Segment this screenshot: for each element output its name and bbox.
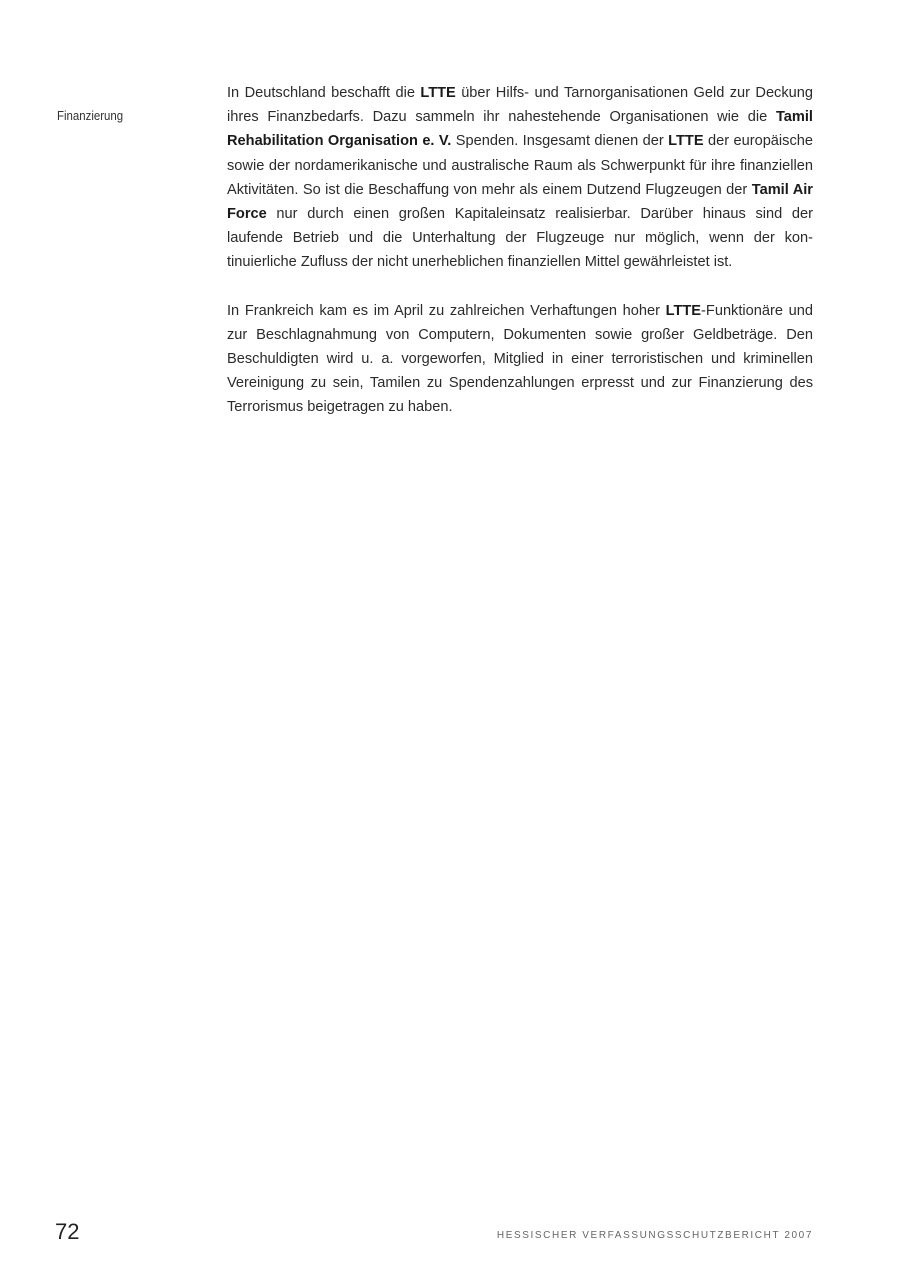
text-run: der europäische sowie der nordamerikanische und australische Raum als Schwerpunkt für ihre finanziellen Aktivitäten. So ist die Beschaffung von mehr als einem Dutzend Flugzeugen der	[227, 133, 813, 198]
text-run: über Hilfs- und Tarnorganisationen Geld zur Deckung ihres Finanzbedarfs. Dazu sammeln ihr nahestehende Organisationen wie die	[227, 85, 813, 126]
bold-term: Tamil Air Force	[227, 181, 813, 223]
bold-term: LTTE	[668, 133, 704, 150]
body-text-column	[227, 81, 813, 444]
text-run: nur durch einen großen Kapitaleinsatz realisierbar. Darüber hinaus sind der laufende Betrieb und die Unterhaltung der Flugzeuge nur möglich, wenn der kontinuierliche Zufluss der nicht unerheblichen finanziellen Mittel gewährleistet ist.	[227, 206, 813, 271]
paragraph-germany	[227, 81, 813, 275]
paragraph-france	[227, 299, 813, 420]
page-number: 72	[55, 1219, 80, 1244]
text-run: Spenden. Insgesamt dienen der	[451, 133, 669, 150]
bold-term: LTTE	[420, 85, 456, 101]
margin-note-financing: Finanzierung	[57, 108, 124, 123]
text-run: In Frankreich kam es im April zu zahlreichen Verhaftungen hoher	[227, 302, 666, 319]
bold-term: Tamil Rehabilitation Organisation e. V.	[227, 109, 813, 150]
text-run: In Deutschland beschafft die	[227, 85, 421, 101]
bold-term: LTTE	[665, 302, 702, 319]
text-run: -Funktionäre und zur Beschlagnahmung von Computern, Dokumenten sowie großer Geldbeträge. Den Beschuldigten wird u. a. vorgeworfen, Mitglied in einer terroristischen und kriminellen Vereinigung zu sein, Tamilen zu Spendenzahlungen erpresst und zur Finanzierung des Terrorismus beigetragen zu haben.	[227, 302, 813, 416]
publication-title: HESSISCHER VERFASSUNGSSCHUTZBERICHT 2007	[496, 1230, 813, 1241]
